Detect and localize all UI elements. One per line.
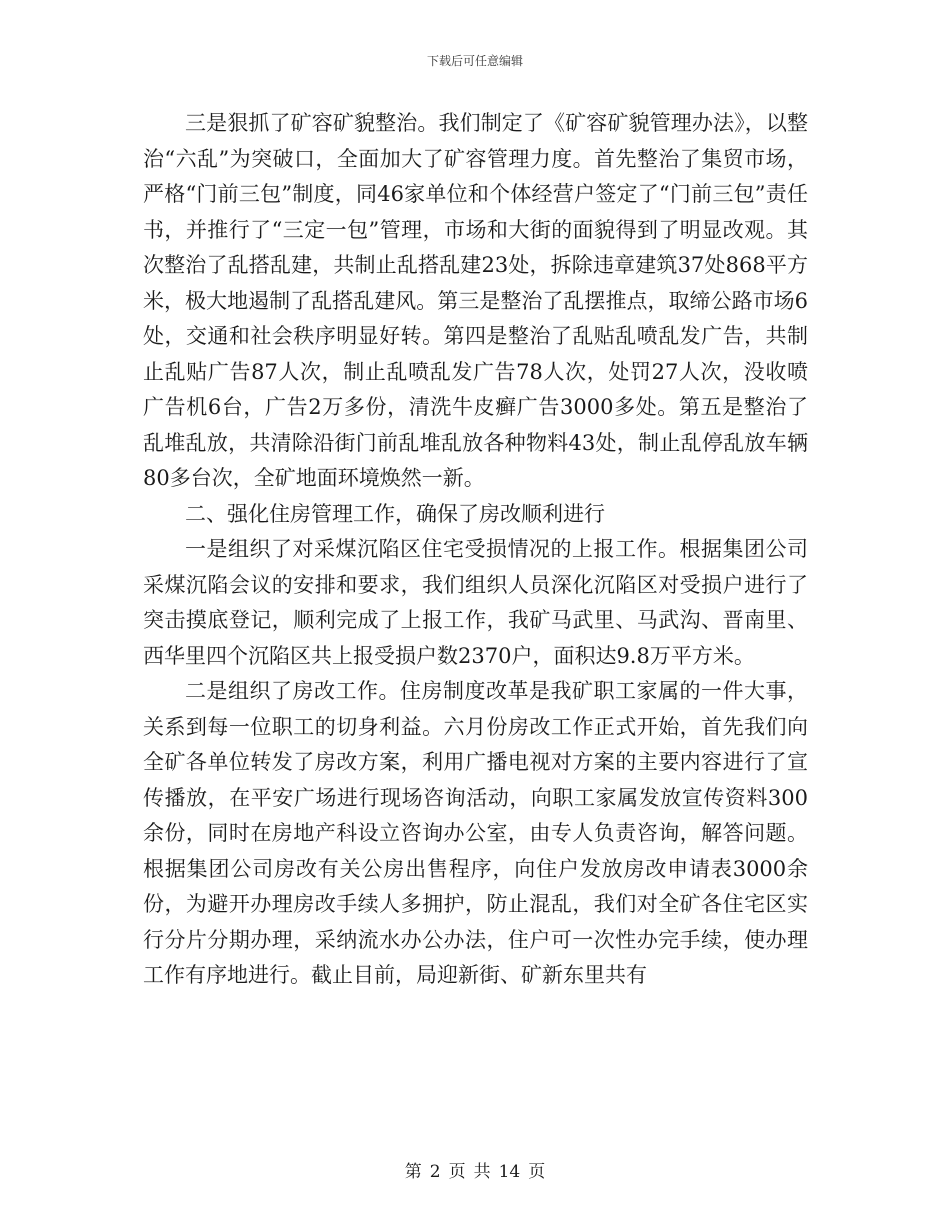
paragraph-subsidence-report: 一是组织了对采煤沉陷区住宅受损情况的上报工作。根据集团公司采煤沉陷会议的安排和要求，我们组织人员深化沉陷区对受损户进行了突击摸底登记，顺利完成了上报工作，我矿马武里、马武沟、晋南里、西华里四个沉陷区共上报受损户数2370户，面积达9.8万平方米。 (143, 537, 808, 668)
footer-page-mid: 页 (448, 1162, 466, 1182)
footer-page-prefix: 第 (404, 1162, 422, 1182)
footer-page-suffix: 页 (528, 1162, 546, 1182)
page-header: 下载后可任意编辑 (426, 54, 523, 68)
paragraph-mine-appearance: 三是狠抓了矿容矿貌整治。我们制定了《矿容矿貌管理办法》，以整治“六乱”为突破口，全面加大了矿容管理力度。首先整治了集贸市场，严格“门前三包”制度，同46家单位和个体经营户签定了“门前三包”责任书，并推行了“三定一包”管理，市场和大街的面貌得到了明显改观。其次整治了乱搭乱建，共制止乱搭乱建23处，拆除违章建筑37处868平方米，极大地遏制了乱搭乱建风。第三是整治了乱摆推点，取缔公路市场6处，交通和社会秩序明显好转。第四是整治了乱贴乱喷乱发广告，共制止乱贴广告87人次，制止乱喷乱发广告78人次，处罚27人次，没收喷广告机6台，广告2万多份，清洗牛皮癣广告3000多处。第五是整治了乱堆乱放，共清除沿街门前乱堆乱放各种物料43处，制止乱停乱放车辆80多台次，全矿地面环境焕然一新。 (143, 111, 808, 490)
paragraph-housing-reform: 二是组织了房改工作。住房制度改革是我矿职工家属的一件大事，关系到每一位职工的切身利益。六月份房改工作正式开始，首先我们向全矿各单位转发了房改方案，利用广播电视对方案的主要内容进行了宣传播放，在平安广场进行现场咨询活动，向职工家属发放宣传资料300余份，同时在房地产科设立咨询办公室，由专人负责咨询，解答问题。根据集团公司房改有关公房出售程序，向住户发放房改申请表3000余份，为避开办理房改手续人多拥护，防止混乱，我们对全矿各住宅区实行分片分期办理，采纳流水办公办法，住户可一次性办完手续，使办理工作有序地进行。截止目前，局迎新街、矿新东里共有 (143, 679, 808, 987)
footer-total-prefix: 共 (473, 1162, 491, 1182)
document-body (143, 106, 808, 994)
footer-current-page: 2 (429, 1162, 441, 1182)
page-footer (0, 1157, 950, 1182)
section-heading-housing: 二、强化住房管理工作，确保了房改顺利进行 (185, 501, 605, 526)
footer-total-pages: 14 (498, 1162, 521, 1182)
